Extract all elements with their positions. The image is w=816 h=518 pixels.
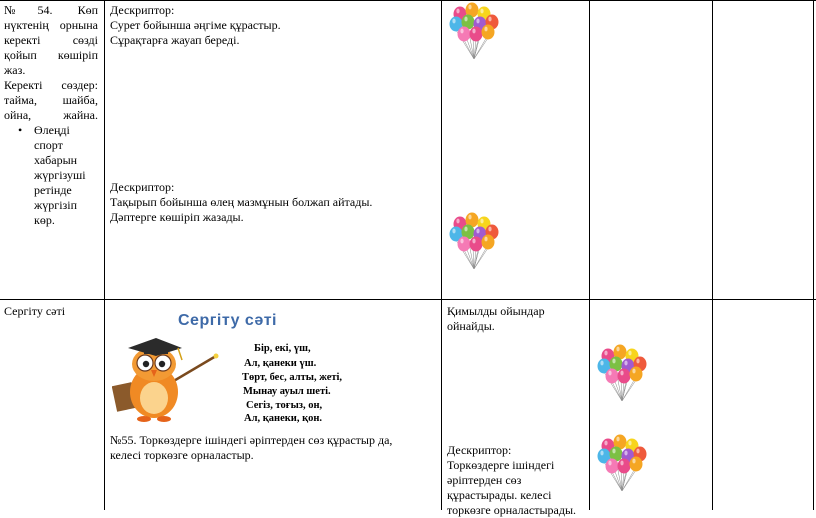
bullet-item: • Өлеңді спорт хабарын жүргізуші ретінде жүргізіп көр.: [4, 123, 98, 228]
descriptor-line: Сурет бойынша әңгіме құрастыр.: [110, 18, 281, 32]
activity-line: Қимылды ойындар: [447, 304, 545, 318]
words-list: тайма, шайба, ойна, жайна.: [4, 93, 98, 122]
task-55-line: №55. Торкөздерге ішіндегі әріптерден сөз құрастыр да,: [110, 433, 393, 447]
balloon: [606, 369, 619, 384]
balloon: [618, 459, 631, 474]
task-55-line: келесі торкөзге орналастыр.: [110, 448, 254, 462]
balloon: [458, 27, 471, 42]
rhyme-line: Бір, екі, үш,: [254, 343, 311, 354]
poster-image: [108, 306, 348, 426]
descriptor-3: [447, 443, 576, 518]
balloon: [630, 457, 643, 472]
descriptor-label: Дескриптор:: [110, 180, 175, 194]
balloon: [630, 367, 643, 382]
balloon: [618, 369, 631, 384]
col-divider-1: [104, 0, 105, 510]
rhyme-line: Ал, қанеки, қон.: [244, 413, 323, 424]
table-top-border: [0, 0, 816, 1]
balloon: [482, 235, 495, 250]
descriptor-label: Дескриптор:: [110, 3, 175, 17]
descriptor-2: [110, 180, 372, 225]
task-54-title: №54. Көп нүктенің орнына керекті сөзді қойып көшіріп жаз.: [4, 3, 98, 77]
descriptor-line: Дәптерге көшіріп жазады.: [110, 210, 244, 224]
descriptor-line: торкөзге орналастырады.: [447, 503, 577, 517]
task-55: [110, 433, 392, 463]
bullet-list: [4, 123, 98, 228]
rhyme-line: Ал, қанеки үш.: [244, 358, 317, 369]
balloon: [470, 237, 483, 252]
balloons-icon: [446, 2, 502, 60]
balloons-icon: [446, 212, 502, 270]
break-title: Сергіту сәті: [4, 304, 66, 318]
activity-text: [447, 304, 545, 334]
descriptor-line: Тақырып бойынша өлең мазмұнын болжап айтады.: [110, 195, 373, 209]
balloon: [470, 27, 483, 42]
balloon: [606, 459, 619, 474]
table-right-border: [813, 0, 814, 510]
rhyme-line: Төрт, бес, алты, жеті,: [242, 372, 343, 383]
descriptor-line: құрастырады. келесі: [447, 488, 552, 502]
activity-line: ойнайды.: [447, 319, 495, 333]
col-divider-2: [441, 0, 442, 510]
owl-teacher-icon: [112, 336, 222, 424]
descriptor-line: Сұрақтарға жауап береді.: [110, 33, 240, 47]
descriptor-line: әріптерден сөз: [447, 473, 522, 487]
words-label: Керекті сөздер:: [4, 78, 98, 92]
descriptor-line: Торкөздерге ішіндегі: [447, 458, 555, 472]
balloons-icon: [594, 434, 650, 492]
rhyme-line: Мынау ауыл шеті.: [243, 386, 331, 397]
balloons-icon: [594, 344, 650, 402]
row-divider: [0, 299, 816, 300]
col-divider-4: [712, 0, 713, 510]
descriptor-1: [110, 3, 281, 48]
poster-title: Сергіту сәті: [178, 312, 277, 329]
task-54-cell: [4, 3, 98, 228]
balloon: [458, 237, 471, 252]
rhyme-line: Сегіз, тоғыз, он,: [246, 400, 323, 411]
balloon: [482, 25, 495, 40]
col-divider-3: [589, 0, 590, 510]
descriptor-label: Дескриптор:: [447, 443, 512, 457]
